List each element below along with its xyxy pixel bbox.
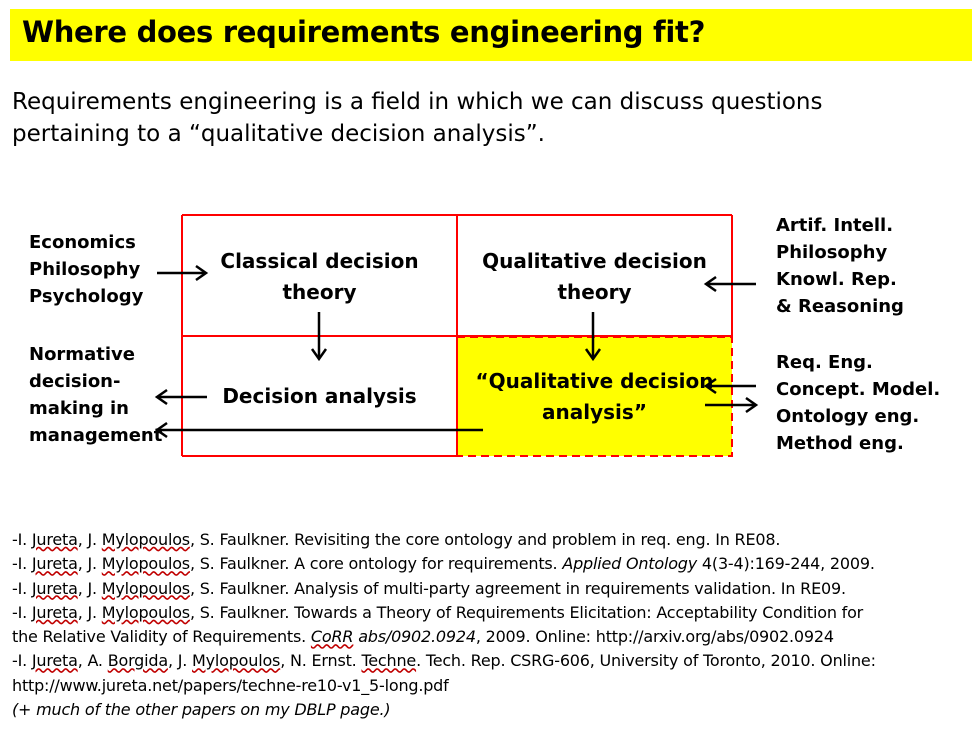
ref-text: , N. Ernst. (280, 651, 362, 671)
label-line: Psychology (29, 286, 144, 307)
ref-title: Techne (361, 651, 417, 671)
references-list (12, 528, 972, 722)
label-ai-philosophy-knowledge (776, 212, 904, 320)
label-line: Req. Eng. (776, 352, 873, 373)
label-economics-philosophy-psychology (29, 229, 143, 310)
reference-4-continued (12, 625, 972, 649)
ref-text: , J. (77, 530, 102, 549)
label-line: management (29, 425, 163, 446)
cell-qualitative-decision-theory (457, 246, 732, 308)
ref-author: Jureta (31, 554, 78, 574)
cell-classical-decision-theory (182, 246, 457, 308)
label-line: Knowl. Rep. (776, 269, 897, 290)
cell-line: “Qualitative decision (475, 369, 714, 393)
ref-journal: CoRR (310, 627, 354, 647)
slide-title: Where does requirements engineering fit? (22, 15, 706, 49)
reference-1 (12, 528, 972, 552)
ref-text: -I. (12, 530, 32, 549)
ref-text: , S. Faulkner. A core ontology for requirements. (189, 554, 563, 574)
reference-note: (+ much of the other papers on my DBLP page.) (12, 700, 391, 720)
reference-4 (12, 601, 972, 625)
ref-text: , S. Faulkner. Analysis of multi-party agreement in requirements validation. In RE09. (189, 578, 846, 598)
ref-author: Mylopoulos (101, 602, 190, 622)
label-normative-decision-making (29, 341, 162, 449)
label-line: Artif. Intell. (776, 215, 894, 236)
cell-line: theory (282, 280, 357, 304)
reference-3 (12, 577, 972, 601)
ref-author: Mylopoulos (101, 554, 190, 574)
ref-author: Jureta (31, 530, 78, 549)
ref-journal: Applied Ontology (562, 554, 698, 574)
ref-text: . Tech. Rep. CSRG-606, University of Toronto, 2010. Online: (416, 651, 876, 671)
ref-author: Borgida (107, 651, 168, 671)
cell-line: Classical decision (220, 249, 419, 273)
label-line: Philosophy (29, 259, 141, 280)
ref-text: , S. Faulkner. Towards a Theory of Requirements Elicitation: Acceptability Condition for (189, 602, 864, 622)
label-line: making in (29, 398, 129, 419)
cell-line: theory (557, 280, 632, 304)
reference-2 (12, 552, 972, 576)
cell-line: analysis” (542, 400, 647, 424)
ref-author: Mylopoulos (101, 530, 190, 549)
ref-text: , J. (77, 578, 102, 598)
intro-line-2: pertaining to a “qualitative decision analysis”. (12, 121, 545, 147)
ref-text: -I. (12, 651, 32, 671)
label-line: Concept. Model. (776, 379, 941, 400)
label-line: Ontology eng. (776, 406, 920, 427)
ref-text: , J. (77, 602, 102, 622)
ref-author: Jureta (31, 578, 78, 598)
ref-text: , A. (77, 651, 108, 671)
cell-line: Qualitative decision (482, 249, 707, 273)
cell-line: Decision analysis (222, 384, 417, 408)
ref-text: , J. (167, 651, 193, 671)
label-line: Philosophy (776, 242, 888, 263)
ref-text: 4(3-4):169-244, 2009. (697, 554, 875, 574)
cell-qualitative-decision-analysis (457, 366, 732, 428)
cell-decision-analysis (182, 381, 457, 412)
ref-text: the Relative Validity of Requirements. (12, 627, 311, 647)
label-line: Economics (29, 232, 136, 253)
ref-text: -I. (12, 602, 32, 622)
ref-text: -I. (12, 554, 32, 574)
label-line: Method eng. (776, 433, 904, 454)
label-req-eng-concept-model (776, 349, 940, 457)
ref-text: , S. Faulkner. Revisiting the core ontology and problem in req. eng. In RE08. (189, 530, 781, 549)
ref-text: , 2009. Online: http://arxiv.org/abs/0902.0924 (475, 627, 834, 647)
ref-author: Mylopoulos (192, 651, 281, 671)
reference-5 (12, 649, 972, 673)
ref-author: Jureta (31, 602, 78, 622)
ref-author: Mylopoulos (101, 578, 190, 598)
reference-5-url: http://www.jureta.net/papers/techne-re10-v1_5-long.pdf (12, 675, 449, 695)
arrow-qualanalysis-to-normative (157, 423, 483, 437)
ref-text: , J. (77, 554, 102, 574)
intro-line-1: Requirements engineering is a field in which we can discuss questions (12, 89, 823, 115)
label-line: Normative (29, 344, 135, 365)
ref-author: Jureta (31, 651, 78, 671)
ref-text: -I. (12, 578, 32, 598)
label-line: & Reasoning (776, 296, 904, 317)
label-line: decision- (29, 371, 121, 392)
ref-journal: abs/0902.0924 (353, 627, 476, 647)
